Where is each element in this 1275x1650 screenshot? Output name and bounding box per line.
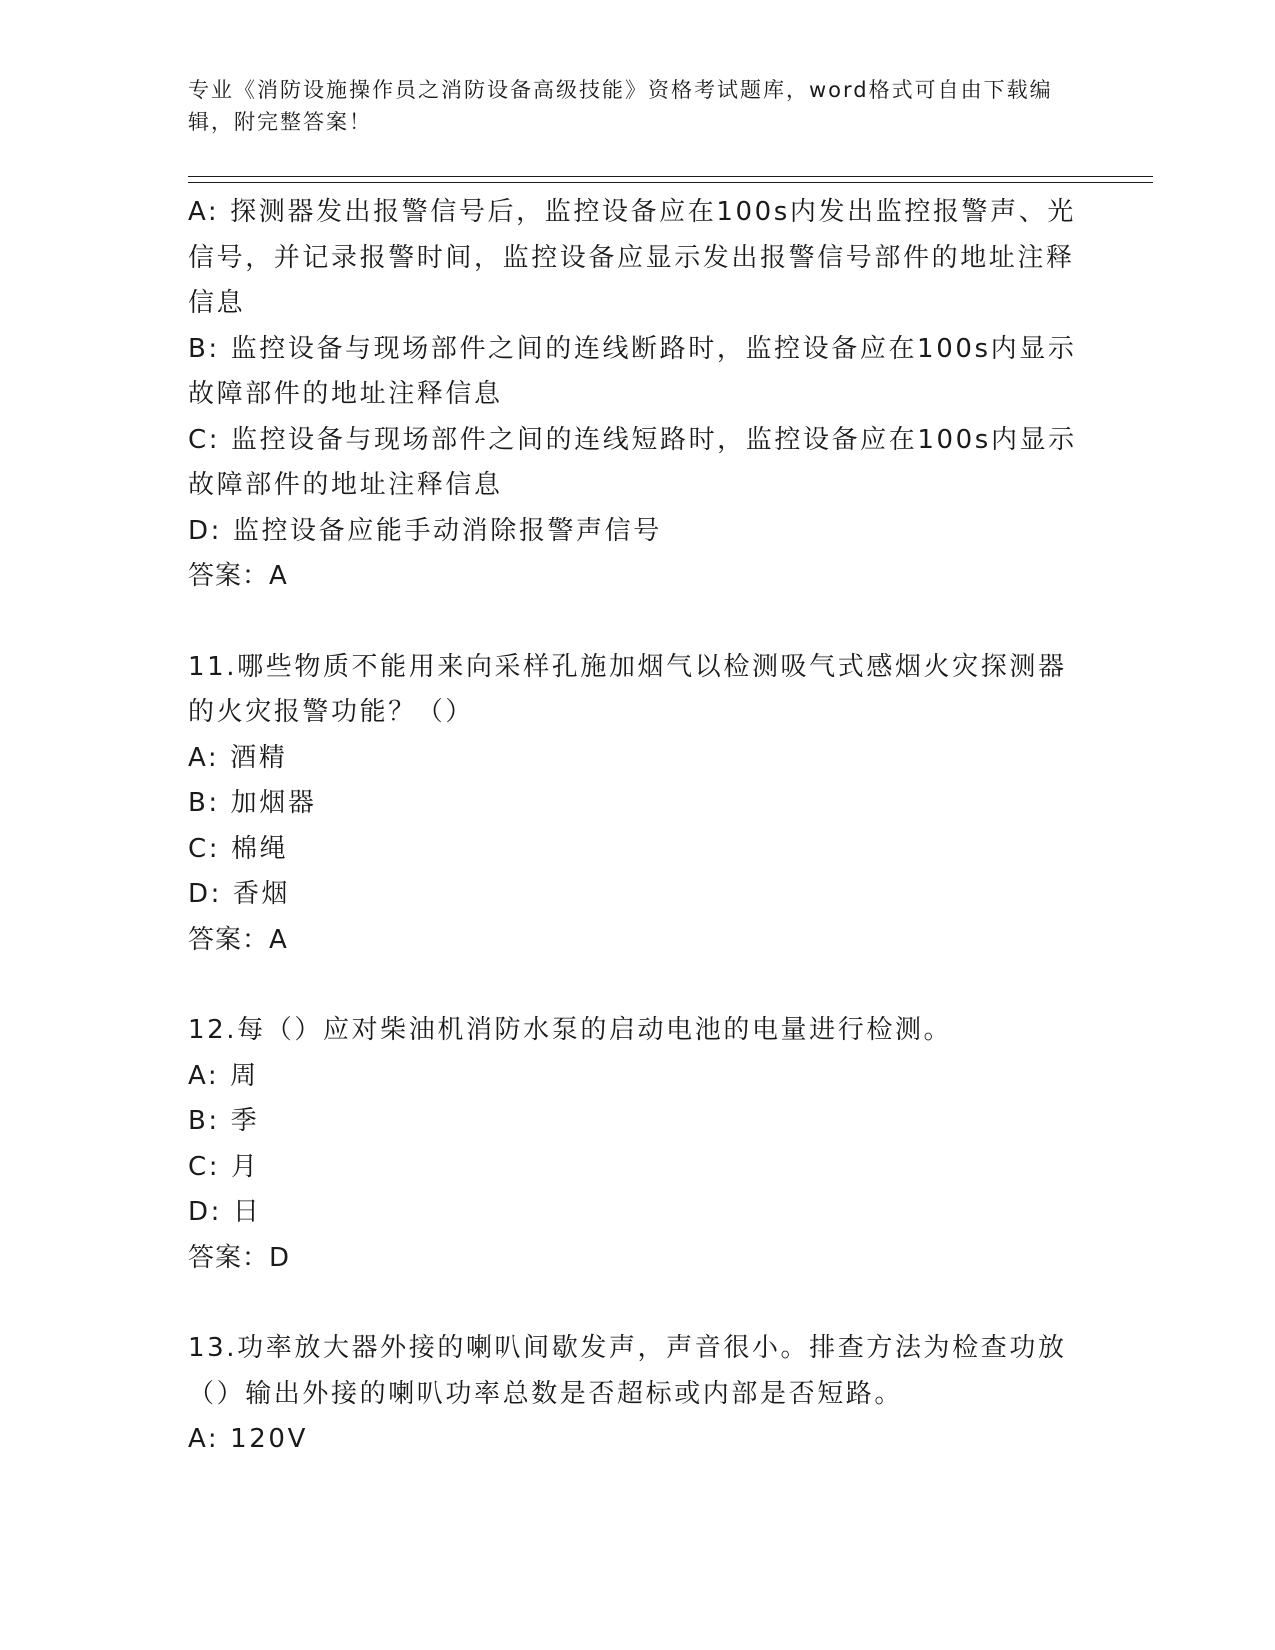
header-rule-bottom (188, 182, 1153, 183)
question-stem: 13.功率放大器外接的喇叭间歇发声，声音很小。排查方法为检查功放（）输出外接的喇叭功率总数是否超标或内部是否短路。 (188, 1333, 1067, 1409)
option-b: B: 季 (188, 1106, 260, 1136)
question-13 (188, 1326, 1088, 1463)
question-content (188, 190, 1088, 1463)
header-rule-top (188, 176, 1153, 177)
option-c: C: 棉绳 (188, 833, 289, 864)
option-a: A: 酒精 (188, 742, 288, 773)
option-b: B: 监控设备与现场部件之间的连线断路时，监控设备应在100s内显示故障部件的地址注释信息 (188, 333, 1077, 409)
question-12 (188, 1008, 1088, 1281)
option-a: A: 探测器发出报警信号后，监控设备应在100s内发出监控报警声、光信号，并记录报警时间，监控设备应显示发出报警信号部件的地址注释信息 (188, 197, 1076, 318)
answer: 答案：D (188, 1242, 291, 1273)
document-header: 专业《消防设施操作员之消防设备高级技能》资格考试题库，word格式可自由下载编辑，附完整答案！ (188, 78, 1053, 134)
question-11 (188, 645, 1088, 964)
option-c: C: 监控设备与现场部件之间的连线短路时，监控设备应在100s内显示故障部件的地址注释信息 (188, 424, 1077, 500)
answer: 答案：A (188, 924, 288, 955)
option-a: A: 120V (188, 1424, 308, 1454)
prev-question (188, 190, 1088, 600)
question-stem: 11.哪些物质不能用来向采样孔施加烟气以检测吸气式感烟火灾探测器的火灾报警功能？（） (188, 651, 1067, 727)
question-stem: 12.每（）应对柴油机消防水泵的启动电池的电量进行检测。 (188, 1015, 953, 1045)
answer: 答案：A (188, 561, 288, 591)
option-d: D: 监控设备应能手动消除报警声信号 (188, 515, 662, 546)
option-d: D: 日 (188, 1197, 262, 1227)
option-b: B: 加烟器 (188, 788, 317, 818)
option-c: C: 月 (188, 1151, 260, 1182)
option-d: D: 香烟 (188, 879, 291, 909)
option-a: A: 周 (188, 1060, 259, 1091)
